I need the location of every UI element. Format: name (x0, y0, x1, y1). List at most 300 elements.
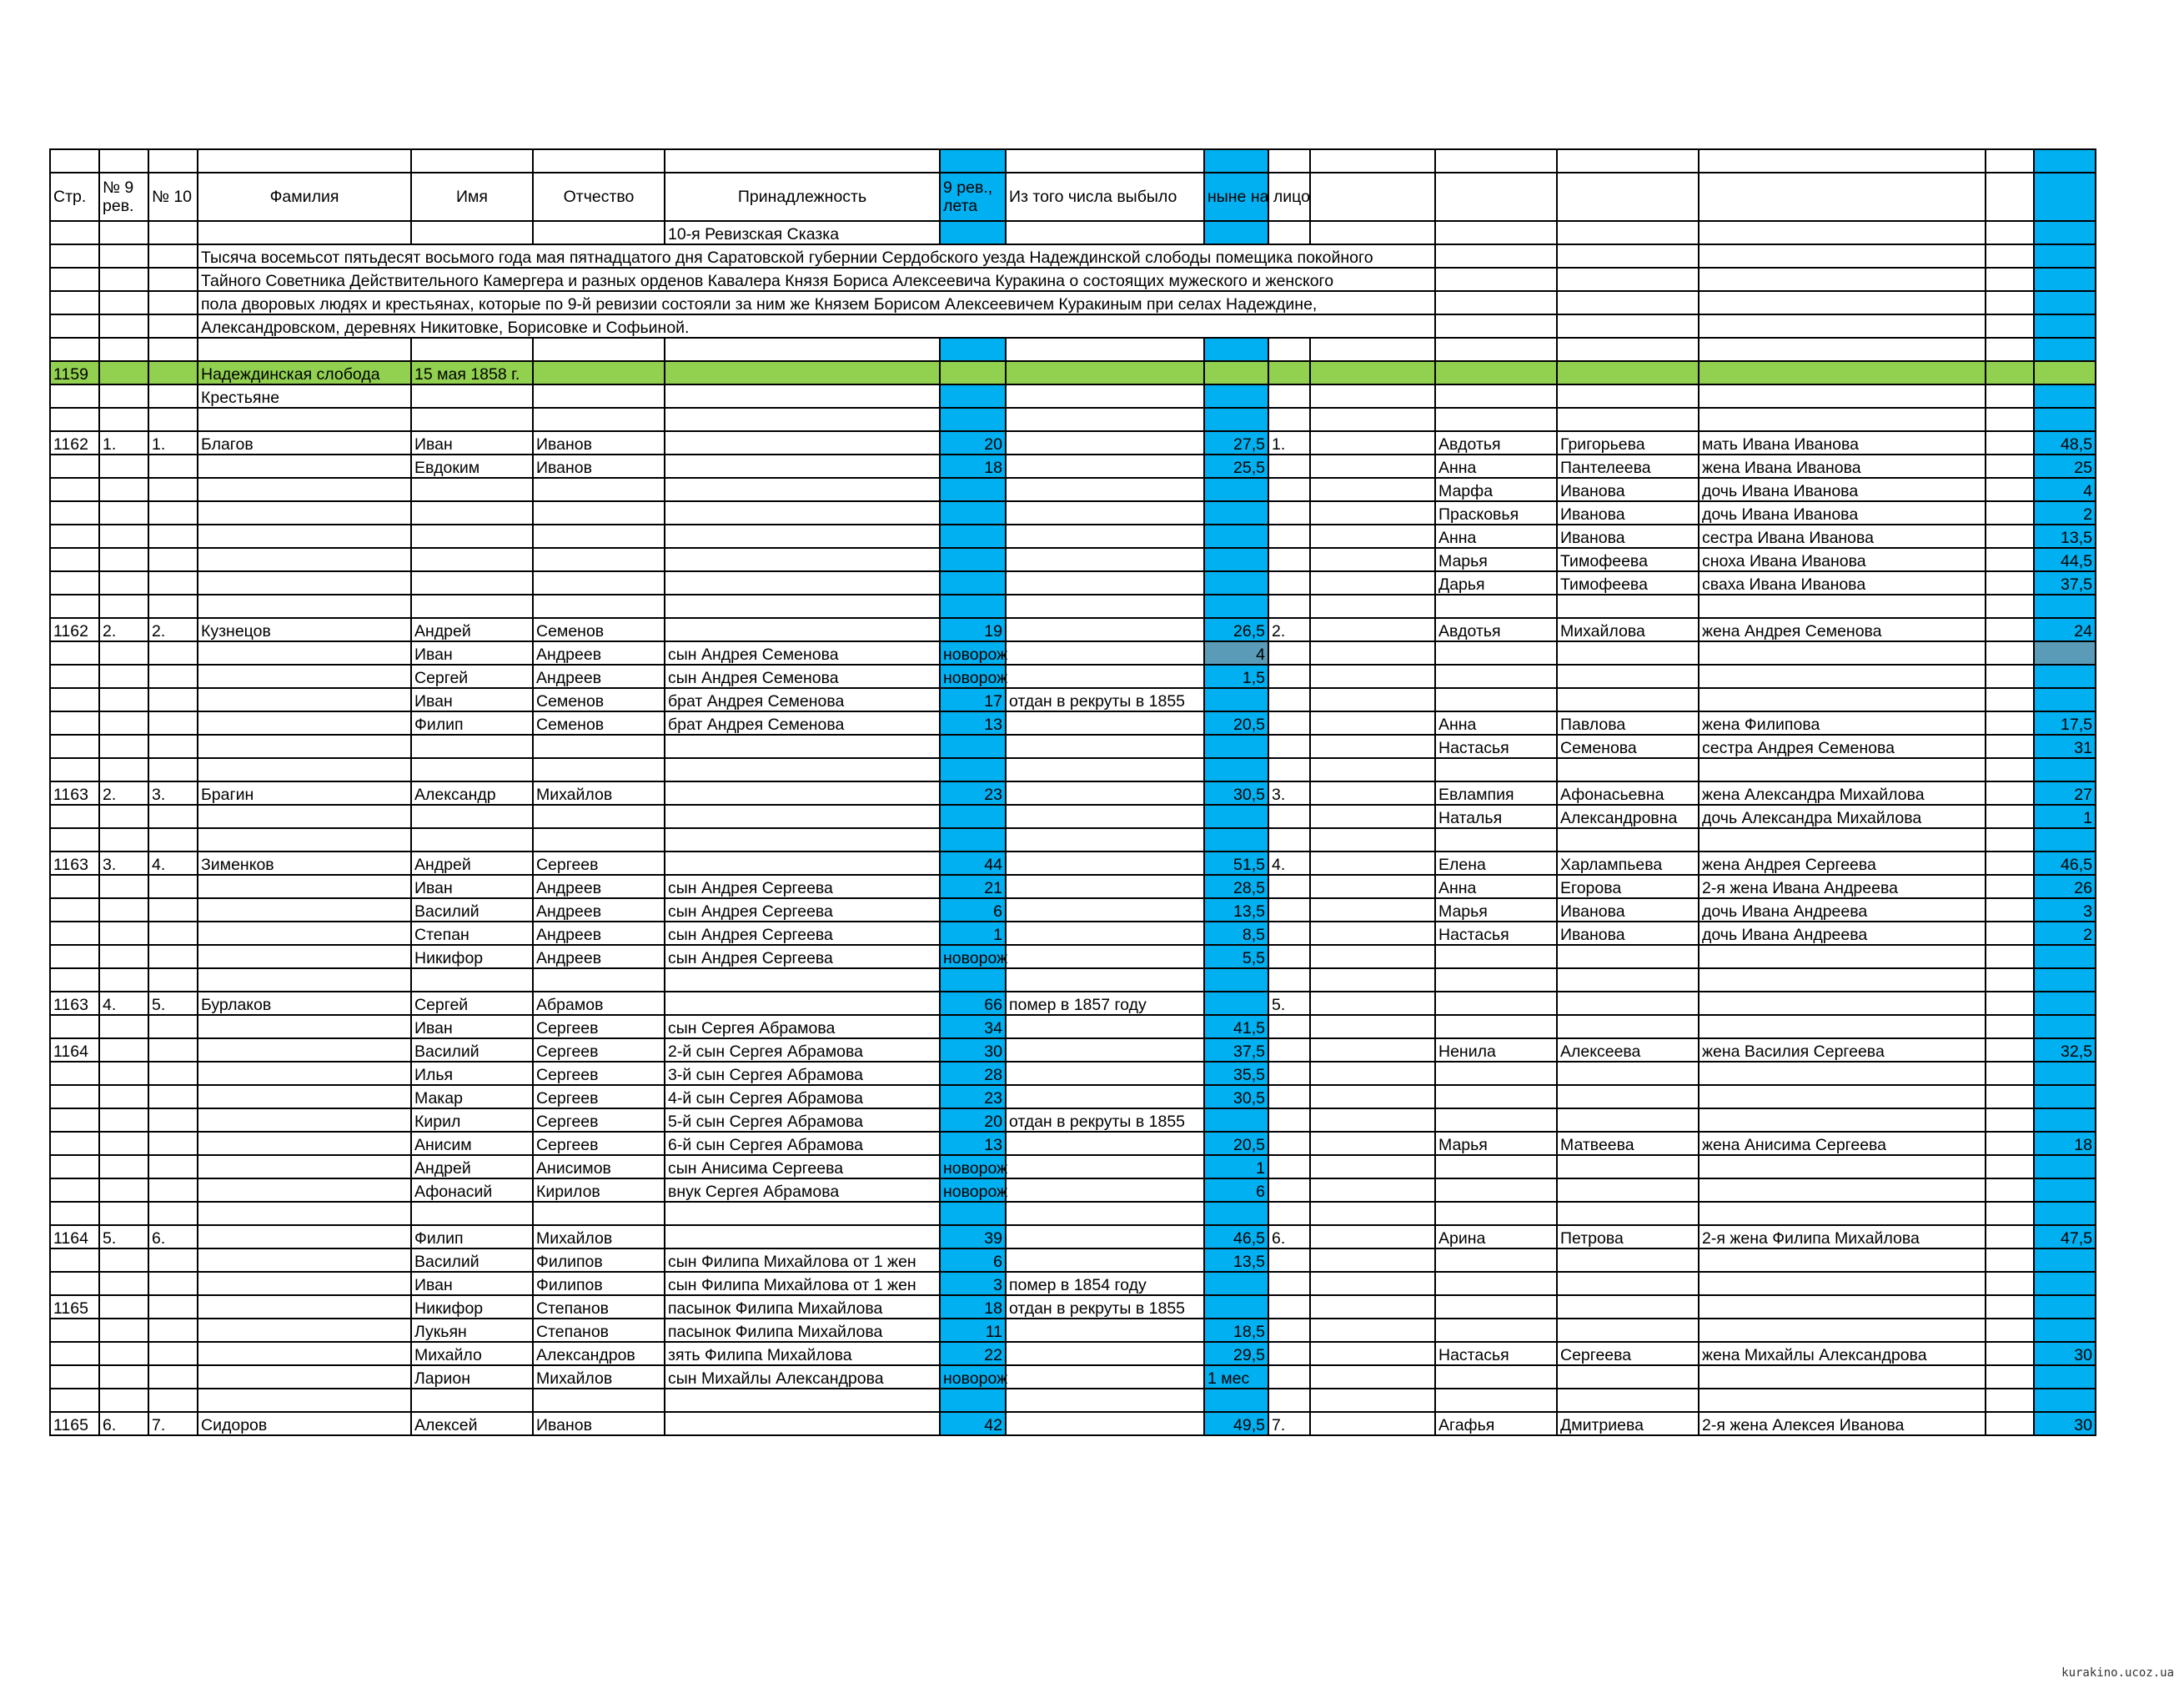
patronymic-cell: Филипов (533, 1248, 665, 1272)
blank-row (50, 338, 2096, 361)
female-age-cell (2034, 1295, 2096, 1319)
now-present-cell (1204, 1202, 1268, 1225)
now-present-cell (1204, 828, 1268, 852)
female-age-cell (2034, 1178, 2096, 1202)
table-row (50, 571, 2096, 595)
dropped-cell (1006, 1225, 1204, 1248)
now-present-cell: 8,5 (1204, 922, 1268, 945)
patronymic-cell: Андреев (533, 641, 665, 665)
name-cell (411, 595, 533, 618)
female-patronymic-cell: Матвеева (1557, 1132, 1699, 1155)
female-patronymic-cell: Пантелеева (1557, 455, 1699, 478)
female-relation-cell (1699, 1365, 1986, 1389)
name-cell (411, 525, 533, 548)
female-relation-cell (1699, 945, 1986, 968)
age-rev9-cell (940, 1389, 1006, 1412)
female-age-cell: 46,5 (2034, 852, 2096, 875)
age-rev9-cell: 6 (940, 1248, 1006, 1272)
surname-cell (198, 758, 411, 781)
female-patronymic-cell: Тимофеева (1557, 548, 1699, 571)
page-cell (50, 968, 99, 992)
now-present-cell: 30,5 (1204, 1085, 1268, 1108)
female-number-cell (1268, 571, 1310, 595)
patronymic-cell: Андреев (533, 875, 665, 898)
rev9-number-cell (99, 1062, 148, 1085)
name-cell: Иван (411, 641, 533, 665)
rev9-number-cell: 3. (99, 852, 148, 875)
female-patronymic-cell: Григорьева (1557, 431, 1699, 455)
header-age9: 9 рев., лета (940, 173, 1006, 221)
age-rev9-cell: 18 (940, 1295, 1006, 1319)
female-age-cell (2034, 1155, 2096, 1178)
table-row (50, 1248, 2096, 1272)
dropped-cell (1006, 501, 1204, 525)
age-rev9-cell: 28 (940, 1062, 1006, 1085)
female-number-cell: 7. (1268, 1412, 1310, 1435)
name-cell: Илья (411, 1062, 533, 1085)
female-patronymic-cell (1557, 1178, 1699, 1202)
female-relation-cell: сноха Ивана Иванова (1699, 548, 1986, 571)
female-age-cell: 18 (2034, 1132, 2096, 1155)
now-present-cell (1204, 805, 1268, 828)
dropped-cell (1006, 1389, 1204, 1412)
now-present-cell (1204, 595, 1268, 618)
female-number-cell: 4. (1268, 852, 1310, 875)
female-name-cell: Дарья (1435, 571, 1557, 595)
female-age-cell (2034, 828, 2096, 852)
female-age-cell (2034, 1085, 2096, 1108)
female-patronymic-cell (1557, 992, 1699, 1015)
header-belonging: Принадлежность (665, 173, 940, 221)
female-relation-cell: дочь Ивана Андреева (1699, 922, 1986, 945)
now-present-cell: 28,5 (1204, 875, 1268, 898)
category-row (50, 384, 2096, 408)
surname-cell (198, 1108, 411, 1132)
page-cell (50, 1248, 99, 1272)
rev9-number-cell (99, 455, 148, 478)
surname-cell (198, 805, 411, 828)
rev9-number-cell (99, 1155, 148, 1178)
age-rev9-cell (940, 548, 1006, 571)
rev9-number-cell (99, 922, 148, 945)
patronymic-cell (533, 805, 665, 828)
table-row (50, 968, 2096, 992)
female-age-cell (2034, 1202, 2096, 1225)
female-age-cell: 2 (2034, 922, 2096, 945)
female-number-cell (1268, 1108, 1310, 1132)
surname-cell (198, 1155, 411, 1178)
patronymic-cell: Семенов (533, 711, 665, 735)
rev10-number-cell (148, 1295, 198, 1319)
page-cell (50, 711, 99, 735)
rev9-number-cell (99, 1108, 148, 1132)
female-patronymic-cell: Александровна (1557, 805, 1699, 828)
dropped-cell: отдан в рекруты в 1855 (1006, 1295, 1204, 1319)
rev9-number-cell (99, 1085, 148, 1108)
female-age-cell (2034, 1248, 2096, 1272)
name-cell: Филип (411, 711, 533, 735)
female-age-cell: 48,5 (2034, 431, 2096, 455)
female-age-cell (2034, 1108, 2096, 1132)
now-present-cell: 13,5 (1204, 898, 1268, 922)
intro-line-1: Тысяча восемьсот пятьдесят восьмого года мая пятнадцатого дня Саратовской губернии Сердобского уезда Надеждинской слободы помещика покойного (198, 244, 1435, 268)
female-age-cell (2034, 968, 2096, 992)
surname-cell (198, 1062, 411, 1085)
belonging-cell: сын Филипа Михайлова от 1 жен (665, 1248, 940, 1272)
female-name-cell: Агафья (1435, 1412, 1557, 1435)
age-rev9-cell (940, 1202, 1006, 1225)
female-patronymic-cell: Петрова (1557, 1225, 1699, 1248)
page-cell (50, 1319, 99, 1342)
rev10-number-cell (148, 711, 198, 735)
rev10-number-cell (148, 595, 198, 618)
header-row (50, 173, 2096, 221)
blank-top-row (50, 149, 2096, 173)
rev10-number-cell (148, 875, 198, 898)
belonging-cell (665, 1202, 940, 1225)
female-relation-cell (1699, 1108, 1986, 1132)
female-patronymic-cell: Егорова (1557, 875, 1699, 898)
age-rev9-cell: новорож (940, 665, 1006, 688)
rev10-number-cell (148, 1085, 198, 1108)
patronymic-cell: Семенов (533, 618, 665, 641)
female-name-cell (1435, 968, 1557, 992)
table-row (50, 1225, 2096, 1248)
female-patronymic-cell: Афонасьевна (1557, 781, 1699, 805)
age-rev9-cell: 23 (940, 1085, 1006, 1108)
female-name-cell: Марья (1435, 548, 1557, 571)
belonging-cell: сын Филипа Михайлова от 1 жен (665, 1272, 940, 1295)
female-patronymic-cell (1557, 945, 1699, 968)
table-row (50, 431, 2096, 455)
female-patronymic-cell (1557, 1155, 1699, 1178)
female-patronymic-cell: Иванова (1557, 922, 1699, 945)
table-row (50, 455, 2096, 478)
rev9-number-cell: 6. (99, 1412, 148, 1435)
female-relation-cell (1699, 828, 1986, 852)
name-cell (411, 501, 533, 525)
female-number-cell (1268, 525, 1310, 548)
female-relation-cell: жена Михайлы Александрова (1699, 1342, 1986, 1365)
name-cell: Кирил (411, 1108, 533, 1132)
page-cell (50, 1389, 99, 1412)
belonging-cell: пасынок Филипа Михайлова (665, 1295, 940, 1319)
name-cell: Андрей (411, 618, 533, 641)
dropped-cell (1006, 875, 1204, 898)
age-rev9-cell: 23 (940, 781, 1006, 805)
female-patronymic-cell (1557, 1248, 1699, 1272)
female-patronymic-cell (1557, 641, 1699, 665)
name-cell: Иван (411, 431, 533, 455)
female-age-cell (2034, 992, 2096, 1015)
page-cell (50, 898, 99, 922)
intro-line-row (50, 314, 2096, 338)
female-number-cell (1268, 1365, 1310, 1389)
female-name-cell: Евлампия (1435, 781, 1557, 805)
table-row (50, 1178, 2096, 1202)
female-name-cell (1435, 1015, 1557, 1038)
female-name-cell: Анна (1435, 525, 1557, 548)
page-cell: 1165 (50, 1295, 99, 1319)
female-relation-cell: дочь Ивана Иванова (1699, 478, 1986, 501)
female-number-cell (1268, 1015, 1310, 1038)
female-name-cell: Авдотья (1435, 431, 1557, 455)
page-cell: 1164 (50, 1038, 99, 1062)
female-name-cell: Ненила (1435, 1038, 1557, 1062)
dropped-cell: помер в 1857 году (1006, 992, 1204, 1015)
rev10-number-cell (148, 665, 198, 688)
intro-line-row (50, 244, 2096, 268)
page-cell: 1163 (50, 852, 99, 875)
watermark: kurakino.ucoz.ua (2061, 1666, 2174, 1680)
age-rev9-cell (940, 828, 1006, 852)
female-relation-cell: дочь Ивана Иванова (1699, 501, 1986, 525)
age-rev9-cell: 34 (940, 1015, 1006, 1038)
belonging-cell (665, 781, 940, 805)
dropped-cell (1006, 1062, 1204, 1085)
belonging-cell (665, 735, 940, 758)
now-present-cell: 20,5 (1204, 711, 1268, 735)
female-patronymic-cell (1557, 1062, 1699, 1085)
now-present-cell (1204, 688, 1268, 711)
female-name-cell: Марфа (1435, 478, 1557, 501)
age-rev9-cell: новорож (940, 1365, 1006, 1389)
now-present-cell: 20,5 (1204, 1132, 1268, 1155)
table-row (50, 1085, 2096, 1108)
name-cell: Афонасий (411, 1178, 533, 1202)
name-cell: Василий (411, 1038, 533, 1062)
age-rev9-cell: 3 (940, 1272, 1006, 1295)
belonging-cell: внук Сергея Абрамова (665, 1178, 940, 1202)
female-number-cell (1268, 711, 1310, 735)
female-number-cell (1268, 805, 1310, 828)
female-relation-cell: дочь Александра Михайлова (1699, 805, 1986, 828)
rev9-number-cell (99, 665, 148, 688)
age-rev9-cell: новорож (940, 1178, 1006, 1202)
female-age-cell: 13,5 (2034, 525, 2096, 548)
female-patronymic-cell: Иванова (1557, 525, 1699, 548)
dropped-cell: отдан в рекруты в 1855 (1006, 1108, 1204, 1132)
female-relation-cell (1699, 1272, 1986, 1295)
surname-cell: Сидоров (198, 1412, 411, 1435)
female-patronymic-cell (1557, 1319, 1699, 1342)
now-present-cell: 5,5 (1204, 945, 1268, 968)
surname-cell (198, 1342, 411, 1365)
now-present-cell (1204, 1389, 1268, 1412)
table-row (50, 525, 2096, 548)
female-name-cell (1435, 688, 1557, 711)
rev9-number-cell (99, 1295, 148, 1319)
header-page: Стр. (50, 173, 99, 221)
female-name-cell (1435, 1085, 1557, 1108)
name-cell: Михайло (411, 1342, 533, 1365)
table-row (50, 1015, 2096, 1038)
rev10-number-cell (148, 945, 198, 968)
rev9-number-cell (99, 898, 148, 922)
female-relation-cell (1699, 688, 1986, 711)
female-name-cell: Наталья (1435, 805, 1557, 828)
belonging-cell: брат Андрея Семенова (665, 711, 940, 735)
rev10-number-cell (148, 735, 198, 758)
surname-cell: Брагин (198, 781, 411, 805)
name-cell (411, 1389, 533, 1412)
now-present-cell: 26,5 (1204, 618, 1268, 641)
now-present-cell: 13,5 (1204, 1248, 1268, 1272)
surname-cell (198, 945, 411, 968)
age-rev9-cell: 22 (940, 1342, 1006, 1365)
rev9-number-cell (99, 1202, 148, 1225)
dropped-cell (1006, 1015, 1204, 1038)
table-row (50, 875, 2096, 898)
patronymic-cell: Сергеев (533, 1132, 665, 1155)
age-rev9-cell: 13 (940, 711, 1006, 735)
dropped-cell (1006, 922, 1204, 945)
age-rev9-cell (940, 571, 1006, 595)
female-relation-cell: жена Филипова (1699, 711, 1986, 735)
table-row (50, 1342, 2096, 1365)
female-number-cell (1268, 1132, 1310, 1155)
surname-cell (198, 665, 411, 688)
rev10-number-cell (148, 1155, 198, 1178)
page-cell (50, 595, 99, 618)
rev10-number-cell (148, 898, 198, 922)
now-present-cell (1204, 1108, 1268, 1132)
female-age-cell: 4 (2034, 478, 2096, 501)
female-age-cell (2034, 665, 2096, 688)
female-age-cell (2034, 945, 2096, 968)
female-relation-cell: сестра Андрея Семенова (1699, 735, 1986, 758)
page-cell (50, 875, 99, 898)
rev9-number-cell: 4. (99, 992, 148, 1015)
page-cell (50, 1272, 99, 1295)
rev9-number-cell (99, 735, 148, 758)
page-cell (50, 525, 99, 548)
female-number-cell: 1. (1268, 431, 1310, 455)
rev9-number-cell (99, 478, 148, 501)
dropped-cell (1006, 735, 1204, 758)
female-name-cell (1435, 945, 1557, 968)
patronymic-cell: Андреев (533, 945, 665, 968)
female-name-cell (1435, 1248, 1557, 1272)
female-age-cell: 37,5 (2034, 571, 2096, 595)
female-age-cell: 2 (2034, 501, 2096, 525)
now-present-cell: 37,5 (1204, 1038, 1268, 1062)
name-cell: Сергей (411, 992, 533, 1015)
belonging-cell (665, 571, 940, 595)
patronymic-cell (533, 478, 665, 501)
female-number-cell (1268, 665, 1310, 688)
name-cell: Андрей (411, 1155, 533, 1178)
age-rev9-cell (940, 805, 1006, 828)
female-age-cell (2034, 688, 2096, 711)
rev9-number-cell (99, 828, 148, 852)
dropped-cell (1006, 1202, 1204, 1225)
female-relation-cell (1699, 1295, 1986, 1319)
name-cell: Александр (411, 781, 533, 805)
female-number-cell (1268, 1389, 1310, 1412)
name-cell: Анисим (411, 1132, 533, 1155)
now-present-cell (1204, 525, 1268, 548)
now-present-cell: 1,5 (1204, 665, 1268, 688)
age-rev9-cell (940, 735, 1006, 758)
dropped-cell (1006, 548, 1204, 571)
now-present-cell (1204, 501, 1268, 525)
age-rev9-cell: 39 (940, 1225, 1006, 1248)
age-rev9-cell: 18 (940, 455, 1006, 478)
female-relation-cell: жена Андрея Семенова (1699, 618, 1986, 641)
age-rev9-cell: 30 (940, 1038, 1006, 1062)
header-name: Имя (411, 173, 533, 221)
female-number-cell: 2. (1268, 618, 1310, 641)
surname-cell (198, 571, 411, 595)
belonging-cell (665, 525, 940, 548)
now-present-cell: 27,5 (1204, 431, 1268, 455)
belonging-cell: сын Андрея Сергеева (665, 875, 940, 898)
female-patronymic-cell (1557, 1295, 1699, 1319)
rev10-number-cell: 2. (148, 618, 198, 641)
rev10-number-cell (148, 571, 198, 595)
female-relation-cell: 2-я жена Ивана Андреева (1699, 875, 1986, 898)
rev9-number-cell (99, 1015, 148, 1038)
rev10-number-cell (148, 455, 198, 478)
dropped-cell (1006, 571, 1204, 595)
surname-cell (198, 1038, 411, 1062)
female-number-cell (1268, 455, 1310, 478)
page-cell (50, 641, 99, 665)
female-age-cell (2034, 1389, 2096, 1412)
patronymic-cell: Михайлов (533, 1225, 665, 1248)
female-name-cell (1435, 1319, 1557, 1342)
female-relation-cell: жена Анисима Сергеева (1699, 1132, 1986, 1155)
patronymic-cell: Сергеев (533, 852, 665, 875)
table-row (50, 1202, 2096, 1225)
female-number-cell (1268, 478, 1310, 501)
table-row (50, 1038, 2096, 1062)
female-name-cell (1435, 595, 1557, 618)
dropped-cell (1006, 805, 1204, 828)
belonging-cell (665, 1225, 940, 1248)
female-name-cell (1435, 641, 1557, 665)
dropped-cell (1006, 781, 1204, 805)
female-patronymic-cell (1557, 1272, 1699, 1295)
female-relation-cell (1699, 1062, 1986, 1085)
female-number-cell (1268, 758, 1310, 781)
surname-cell (198, 1225, 411, 1248)
table-row (50, 898, 2096, 922)
rev9-number-cell: 2. (99, 618, 148, 641)
surname-cell (198, 688, 411, 711)
female-patronymic-cell: Иванова (1557, 898, 1699, 922)
name-cell (411, 571, 533, 595)
female-relation-cell: сестра Ивана Иванова (1699, 525, 1986, 548)
dropped-cell (1006, 1365, 1204, 1389)
female-relation-cell: дочь Ивана Андреева (1699, 898, 1986, 922)
female-number-cell (1268, 1202, 1310, 1225)
belonging-cell: сын Сергея Абрамова (665, 1015, 940, 1038)
intro-title-row (50, 221, 2096, 244)
dropped-cell (1006, 665, 1204, 688)
female-name-cell: Анна (1435, 455, 1557, 478)
female-age-cell: 24 (2034, 618, 2096, 641)
intro-line-row (50, 268, 2096, 291)
female-number-cell (1268, 898, 1310, 922)
surname-cell (198, 1085, 411, 1108)
belonging-cell (665, 805, 940, 828)
rev10-number-cell: 1. (148, 431, 198, 455)
surname-cell (198, 1295, 411, 1319)
patronymic-cell: Сергеев (533, 1108, 665, 1132)
name-cell: Филип (411, 1225, 533, 1248)
